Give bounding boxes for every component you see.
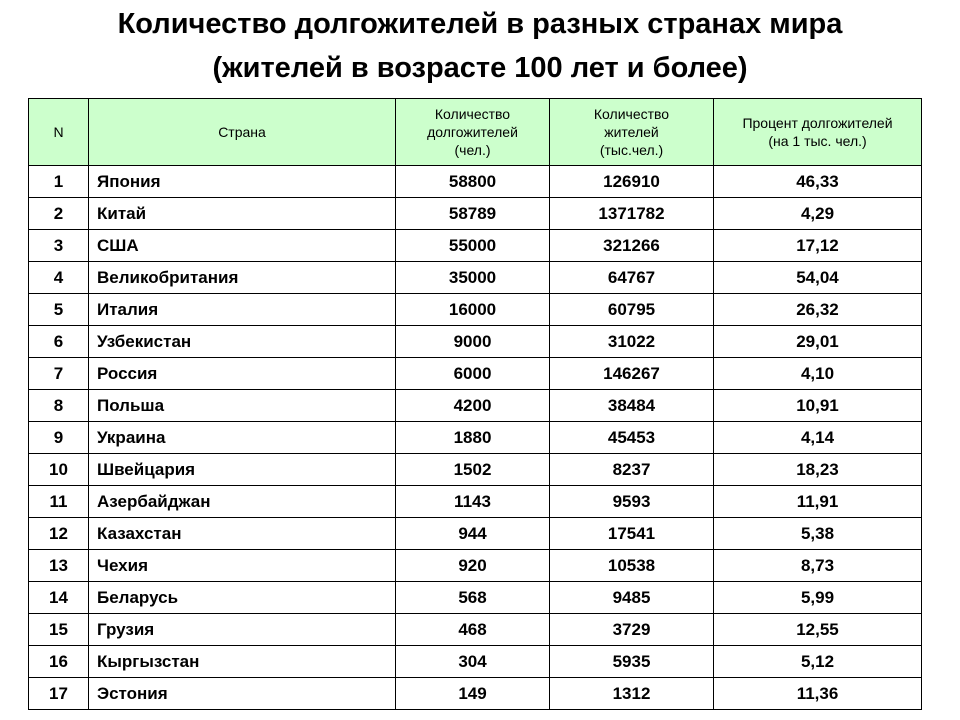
table-row	[29, 486, 922, 518]
cell-country: Япония	[89, 166, 396, 198]
cell-population: 10538	[550, 550, 714, 582]
cell-n: 3	[29, 230, 89, 262]
cell-percent: 11,91	[714, 486, 922, 518]
cell-population: 321266	[550, 230, 714, 262]
table-row	[29, 390, 922, 422]
table-row	[29, 454, 922, 486]
cell-percent: 26,32	[714, 294, 922, 326]
cell-n: 4	[29, 262, 89, 294]
cell-population: 1312	[550, 678, 714, 710]
cell-longevity-count: 58800	[396, 166, 550, 198]
cell-population: 9593	[550, 486, 714, 518]
table-row	[29, 198, 922, 230]
cell-n: 13	[29, 550, 89, 582]
header-country-label: Страна	[218, 124, 266, 140]
cell-n: 9	[29, 422, 89, 454]
cell-percent: 4,29	[714, 198, 922, 230]
cell-country: Украина	[89, 422, 396, 454]
cell-country: Узбекистан	[89, 326, 396, 358]
cell-percent: 12,55	[714, 614, 922, 646]
header-population-line-3: (тыс.чел.)	[599, 142, 664, 158]
cell-population: 31022	[550, 326, 714, 358]
title-line-2: (жителей в возрасте 100 лет и более)	[212, 52, 748, 84]
table-row	[29, 326, 922, 358]
cell-longevity-count: 16000	[396, 294, 550, 326]
cell-population: 60795	[550, 294, 714, 326]
table-row	[29, 582, 922, 614]
cell-percent: 5,12	[714, 646, 922, 678]
cell-population: 17541	[550, 518, 714, 550]
header-country	[89, 99, 396, 166]
cell-percent: 4,10	[714, 358, 922, 390]
cell-longevity-count: 6000	[396, 358, 550, 390]
cell-n: 17	[29, 678, 89, 710]
header-longevity-line-3: (чел.)	[454, 142, 491, 158]
cell-percent: 11,36	[714, 678, 922, 710]
cell-n: 2	[29, 198, 89, 230]
table-row	[29, 422, 922, 454]
table-row	[29, 678, 922, 710]
cell-population: 38484	[550, 390, 714, 422]
longevity-table	[28, 98, 922, 710]
cell-percent: 54,04	[714, 262, 922, 294]
table-row	[29, 550, 922, 582]
page-title	[0, 0, 960, 90]
cell-percent: 10,91	[714, 390, 922, 422]
table-row	[29, 166, 922, 198]
cell-country: Польша	[89, 390, 396, 422]
cell-percent: 5,38	[714, 518, 922, 550]
cell-n: 10	[29, 454, 89, 486]
cell-longevity-count: 58789	[396, 198, 550, 230]
table-row	[29, 230, 922, 262]
header-percent-line-2: (на 1 тыс. чел.)	[768, 133, 867, 149]
cell-population: 1371782	[550, 198, 714, 230]
cell-population: 146267	[550, 358, 714, 390]
cell-country: Казахстан	[89, 518, 396, 550]
cell-percent: 18,23	[714, 454, 922, 486]
cell-longevity-count: 920	[396, 550, 550, 582]
cell-percent: 5,99	[714, 582, 922, 614]
cell-country: Грузия	[89, 614, 396, 646]
cell-country: Кыргызстан	[89, 646, 396, 678]
cell-population: 5935	[550, 646, 714, 678]
table-header-row	[29, 99, 922, 166]
cell-n: 5	[29, 294, 89, 326]
table-row	[29, 262, 922, 294]
header-longevity-line-2: долгожителей	[427, 124, 518, 140]
cell-longevity-count: 55000	[396, 230, 550, 262]
title-line-1: Количество долгожителей в разных странах мира	[117, 8, 843, 40]
cell-percent: 8,73	[714, 550, 922, 582]
header-population-line-1: Количество	[593, 106, 670, 122]
cell-longevity-count: 304	[396, 646, 550, 678]
header-n-label: N	[53, 124, 64, 140]
cell-country: Чехия	[89, 550, 396, 582]
header-n	[29, 99, 89, 166]
cell-n: 6	[29, 326, 89, 358]
table-row	[29, 518, 922, 550]
cell-population: 3729	[550, 614, 714, 646]
header-longevity-line-1: Количество	[434, 106, 511, 122]
cell-percent: 4,14	[714, 422, 922, 454]
cell-longevity-count: 568	[396, 582, 550, 614]
table-row	[29, 646, 922, 678]
header-percent-line-1: Процент долгожителей	[742, 115, 893, 131]
header-percent	[714, 99, 922, 166]
cell-n: 15	[29, 614, 89, 646]
cell-country: Азербайджан	[89, 486, 396, 518]
header-population-line-2: жителей	[604, 124, 659, 140]
cell-population: 45453	[550, 422, 714, 454]
cell-country: Россия	[89, 358, 396, 390]
header-longevity-count	[396, 99, 550, 166]
cell-country: Китай	[89, 198, 396, 230]
cell-country: Беларусь	[89, 582, 396, 614]
cell-population: 126910	[550, 166, 714, 198]
cell-country: США	[89, 230, 396, 262]
cell-n: 14	[29, 582, 89, 614]
cell-country: Италия	[89, 294, 396, 326]
cell-longevity-count: 35000	[396, 262, 550, 294]
cell-population: 9485	[550, 582, 714, 614]
cell-n: 7	[29, 358, 89, 390]
cell-longevity-count: 944	[396, 518, 550, 550]
cell-percent: 17,12	[714, 230, 922, 262]
cell-longevity-count: 149	[396, 678, 550, 710]
cell-n: 8	[29, 390, 89, 422]
cell-population: 8237	[550, 454, 714, 486]
cell-n: 1	[29, 166, 89, 198]
table-row	[29, 358, 922, 390]
cell-percent: 46,33	[714, 166, 922, 198]
cell-percent: 29,01	[714, 326, 922, 358]
cell-population: 64767	[550, 262, 714, 294]
table-row	[29, 294, 922, 326]
cell-longevity-count: 468	[396, 614, 550, 646]
cell-longevity-count: 4200	[396, 390, 550, 422]
cell-country: Швейцария	[89, 454, 396, 486]
table-body	[29, 166, 922, 710]
cell-country: Эстония	[89, 678, 396, 710]
cell-n: 12	[29, 518, 89, 550]
header-population	[550, 99, 714, 166]
cell-longevity-count: 1143	[396, 486, 550, 518]
cell-n: 16	[29, 646, 89, 678]
cell-longevity-count: 1880	[396, 422, 550, 454]
cell-longevity-count: 1502	[396, 454, 550, 486]
table-row	[29, 614, 922, 646]
cell-country: Великобритания	[89, 262, 396, 294]
cell-longevity-count: 9000	[396, 326, 550, 358]
cell-n: 11	[29, 486, 89, 518]
